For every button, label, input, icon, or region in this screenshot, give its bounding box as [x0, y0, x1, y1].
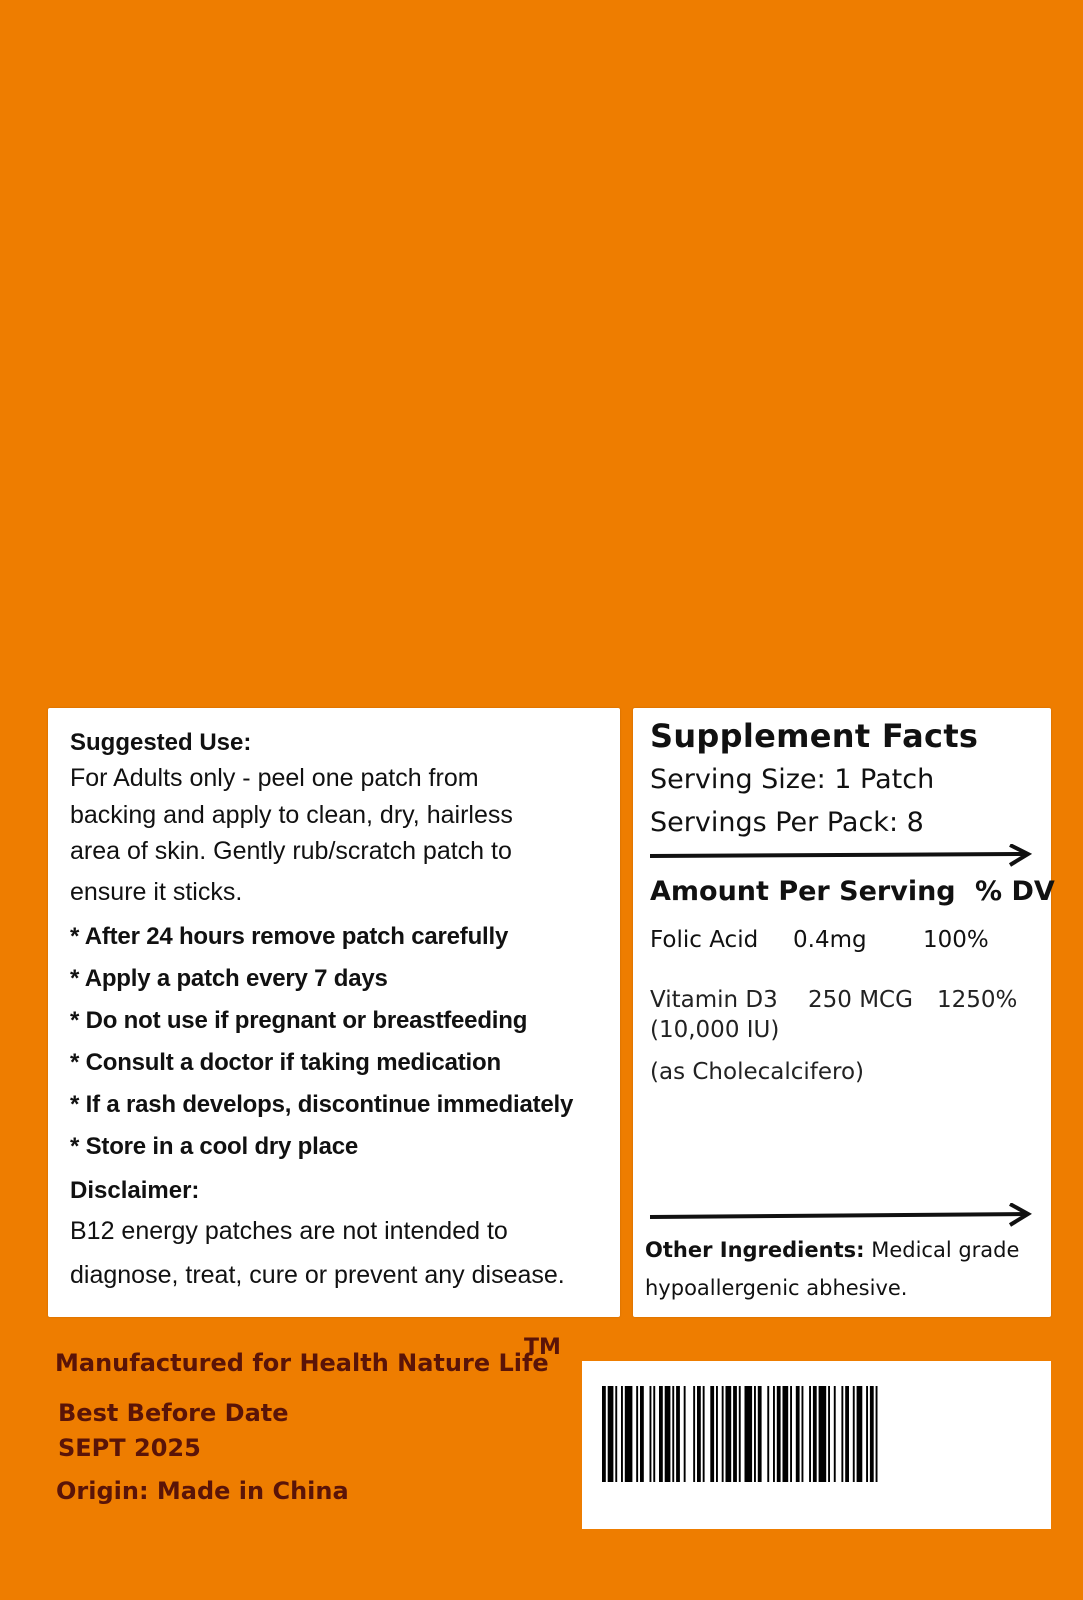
barcode-bar: [828, 1386, 830, 1482]
barcode-bar: [866, 1386, 868, 1482]
nutrient-amount: 0.4mg: [793, 927, 867, 953]
barcode-bar: [650, 1386, 652, 1482]
barcode-bar: [703, 1386, 705, 1482]
nutrient-dv: 1250%: [937, 987, 1018, 1013]
suggested-use-heading: Suggested Use:: [70, 729, 252, 756]
barcode-bar: [665, 1386, 671, 1482]
barcode-bar: [876, 1386, 878, 1482]
other-ingredients: [645, 1231, 1037, 1307]
manufacturer-text: Manufactured for Health Nature Life: [55, 1349, 549, 1377]
divider-arrow-icon: [648, 844, 1033, 868]
usage-bullet: * Consult a doctor if taking medication: [70, 1049, 501, 1076]
vitamin-d3-source: (as Cholecalcifero): [650, 1059, 865, 1085]
barcode-bar: [783, 1386, 789, 1482]
barcode-bar: [745, 1386, 753, 1482]
barcode-bar: [754, 1386, 756, 1482]
nutrient-name: Folic Acid: [650, 927, 759, 953]
barcode-bar: [676, 1386, 680, 1482]
barcode-bar: [659, 1386, 663, 1482]
divider-arrow-icon: [648, 1203, 1033, 1227]
barcode-bar: [802, 1386, 804, 1482]
barcode-bar: [845, 1386, 849, 1482]
barcode-bar: [693, 1386, 695, 1482]
suggested-use-line-3: area of skin. Gently rub/scratch patch to: [70, 837, 512, 865]
amount-header-row: [650, 872, 1055, 912]
best-before-label: Best Before Date: [58, 1399, 289, 1427]
supplement-facts-title: Supplement Facts: [650, 717, 979, 755]
barcode-bar: [841, 1386, 843, 1482]
nutrient-name: Vitamin D3: [650, 987, 778, 1013]
barcode-bar: [809, 1386, 811, 1482]
disclaimer-heading: Disclaimer:: [70, 1177, 200, 1204]
dv-header: % DV: [975, 876, 1055, 907]
barcode: [582, 1361, 1051, 1529]
barcode-bar: [615, 1386, 617, 1482]
supplement-facts-panel: [633, 708, 1055, 1317]
usage-bullet: * If a rash develops, discontinue immediately: [70, 1091, 574, 1118]
barcode-bar: [813, 1386, 817, 1482]
other-ingredients-value-2: hypoallergenic abhesive.: [645, 1276, 908, 1300]
servings-per-pack: Servings Per Pack: 8: [650, 807, 924, 838]
barcode-bar: [726, 1386, 732, 1482]
other-ingredients-value-1: Medical grade: [871, 1238, 1020, 1262]
barcode-bar: [697, 1386, 701, 1482]
amount-per-serving-header: Amount Per Serving: [650, 876, 956, 907]
barcode-bar: [621, 1386, 623, 1482]
best-before-value: SEPT 2025: [58, 1434, 201, 1462]
barcode-bar: [758, 1386, 762, 1482]
barcode-bar: [625, 1386, 633, 1482]
barcode-bar: [870, 1386, 874, 1482]
usage-bullet: * After 24 hours remove patch carefully: [70, 923, 509, 950]
disclaimer-line-1: B12 energy patches are not intended to: [70, 1217, 508, 1245]
barcode-bar: [716, 1386, 718, 1482]
suggested-use-panel: [48, 708, 620, 1317]
other-ingredients-label: Other Ingredients:: [645, 1238, 865, 1262]
suggested-use-line-2: backing and apply to clean, dry, hairless: [70, 800, 513, 829]
barcode-bar: [853, 1386, 855, 1482]
trademark-symbol: TM: [524, 1335, 561, 1360]
serving-size: Serving Size: 1 Patch: [650, 764, 935, 795]
barcode-bar: [653, 1386, 655, 1482]
barcode-bar: [767, 1386, 769, 1482]
barcode-bar: [777, 1386, 781, 1482]
barcode-bar: [796, 1386, 800, 1482]
usage-bullet: * Do not use if pregnant or breastfeeding: [70, 1007, 528, 1034]
vitamin-d3-iu: (10,000 IU): [650, 1017, 780, 1043]
blank-space: [650, 1090, 1037, 1203]
suggested-use-line-1: For Adults only - peel one patch from: [70, 764, 479, 792]
barcode-bar: [722, 1386, 724, 1482]
suggested-use-line-4: ensure it sticks.: [70, 877, 243, 906]
nutrient-row: [650, 920, 1037, 960]
barcode-bar: [819, 1386, 827, 1482]
disclaimer-line-2: diagnose, treat, cure or prevent any disease.: [70, 1261, 565, 1289]
barcode-bar: [636, 1386, 638, 1482]
barcode-bar: [739, 1386, 741, 1482]
nutrient-dv: 100%: [923, 927, 989, 953]
barcode-bar: [602, 1386, 606, 1482]
barcode-bar: [640, 1386, 644, 1482]
barcode-bar: [608, 1386, 614, 1482]
usage-bullet-list: [70, 916, 610, 1168]
origin-text: Origin: Made in China: [56, 1477, 349, 1505]
barcode-icon: [582, 1361, 1051, 1529]
barcode-bar: [733, 1386, 737, 1482]
barcode-bar: [834, 1386, 836, 1482]
barcode-bar: [790, 1386, 792, 1482]
barcode-bar: [857, 1386, 863, 1482]
usage-bullet: * Store in a cool dry place: [70, 1133, 359, 1160]
barcode-bar: [672, 1386, 674, 1482]
barcode-bar: [710, 1386, 714, 1482]
barcode-bar: [684, 1386, 686, 1482]
barcode-bar: [773, 1386, 775, 1482]
nutrient-amount: 250 MCG: [808, 987, 913, 1013]
usage-bullet: * Apply a patch every 7 days: [70, 965, 388, 992]
